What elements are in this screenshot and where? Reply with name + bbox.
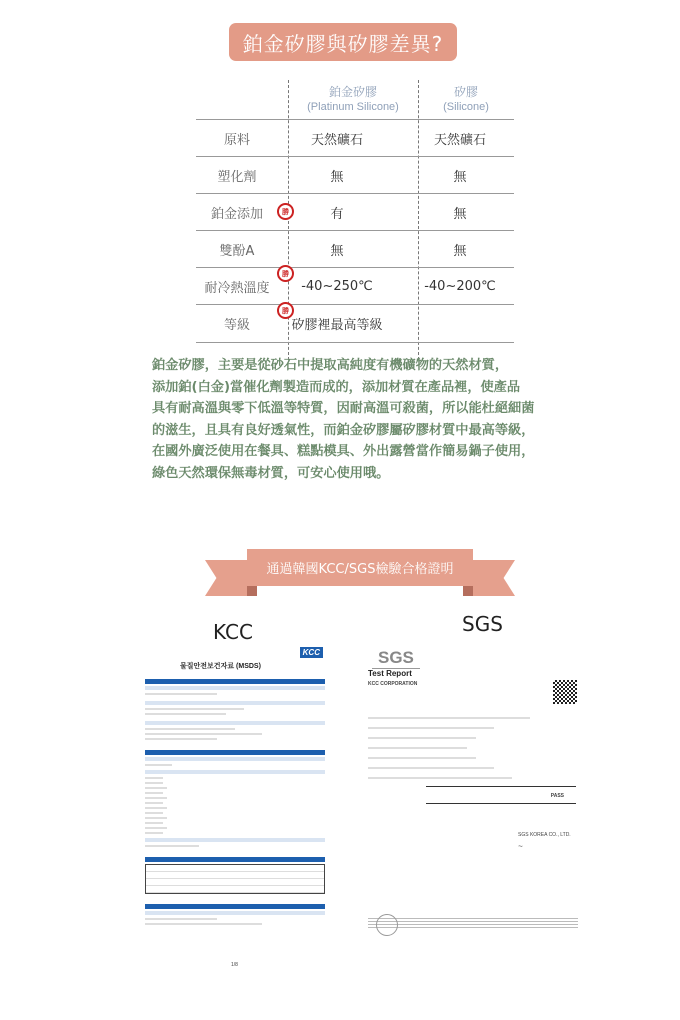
table-row: 等級 矽膠裡最高等級 <box>196 304 514 341</box>
sgs-certificate-image <box>368 648 583 968</box>
winner-badge-icon: 勝 <box>277 203 294 220</box>
sgs-label: SGS <box>462 612 503 636</box>
client-name: KCC CORPORATION <box>368 681 418 687</box>
kcc-label: KCC <box>213 620 253 644</box>
qr-code-icon <box>553 680 577 704</box>
kcc-certificate-image <box>145 647 325 972</box>
signature-org: SGS KOREA CO., LTD. <box>518 832 571 838</box>
test-report-title: Test Report <box>368 669 412 678</box>
table-row: 耐冷熱溫度 -40~250℃ -40~200℃ <box>196 267 514 304</box>
sgs-stamp-icon <box>376 914 398 936</box>
report-body <box>368 714 548 782</box>
column-header-platinum: 鉑金矽膠 (Platinum Silicone) <box>307 85 399 113</box>
kcc-logo: KCC <box>300 647 323 658</box>
page-number: 1/8 <box>231 962 238 968</box>
table-row: 原料 天然礦石 天然礦石 <box>196 119 514 156</box>
table-row: 雙酚A 無 無 <box>196 230 514 267</box>
banner-text: 通過韓國KCC/SGS檢驗合格證明 <box>247 549 473 586</box>
msds-body <box>145 677 325 928</box>
footer-text-block <box>368 916 578 930</box>
sgs-logo: SGS <box>372 648 420 669</box>
ribbon-fold <box>463 586 473 596</box>
table-row: 塑化劑 無 無 <box>196 156 514 193</box>
table-bottom-border <box>196 342 514 343</box>
table-row: 鉑金添加 有 無 <box>196 193 514 230</box>
column-header-silicone: 矽膠 (Silicone) <box>443 85 489 113</box>
msds-title: 물질안전보건자료 (MSDS) <box>180 663 261 670</box>
description-paragraph: 鉑金矽膠，主要是從砂石中提取高純度有機礦物的天然材質， 添加鉑(白金)當催化劑製造而成的，添加材質在產品裡，使產品 具有耐高溫與零下低溫等特質，因耐高溫可殺菌，所以能杜絕細菌 的滋生，且具有良好透氣性，而鉑金矽膠屬矽膠材質中最高等級， 在國外廣泛使用在餐具、糕點模具、外出露營當作簡易鍋子使用， 綠色天然環保無毒材質，可安心使用哦。 <box>152 358 535 481</box>
certification-banner <box>205 546 515 606</box>
signature: ~ <box>518 842 523 851</box>
page-title: 鉑金矽膠與矽膠差異? <box>229 23 457 61</box>
winner-badge-icon: 勝 <box>277 302 294 319</box>
winner-badge-icon: 勝 <box>277 265 294 282</box>
ribbon-fold <box>247 586 257 596</box>
result-pass: PASS <box>550 793 564 799</box>
result-table <box>426 786 576 804</box>
